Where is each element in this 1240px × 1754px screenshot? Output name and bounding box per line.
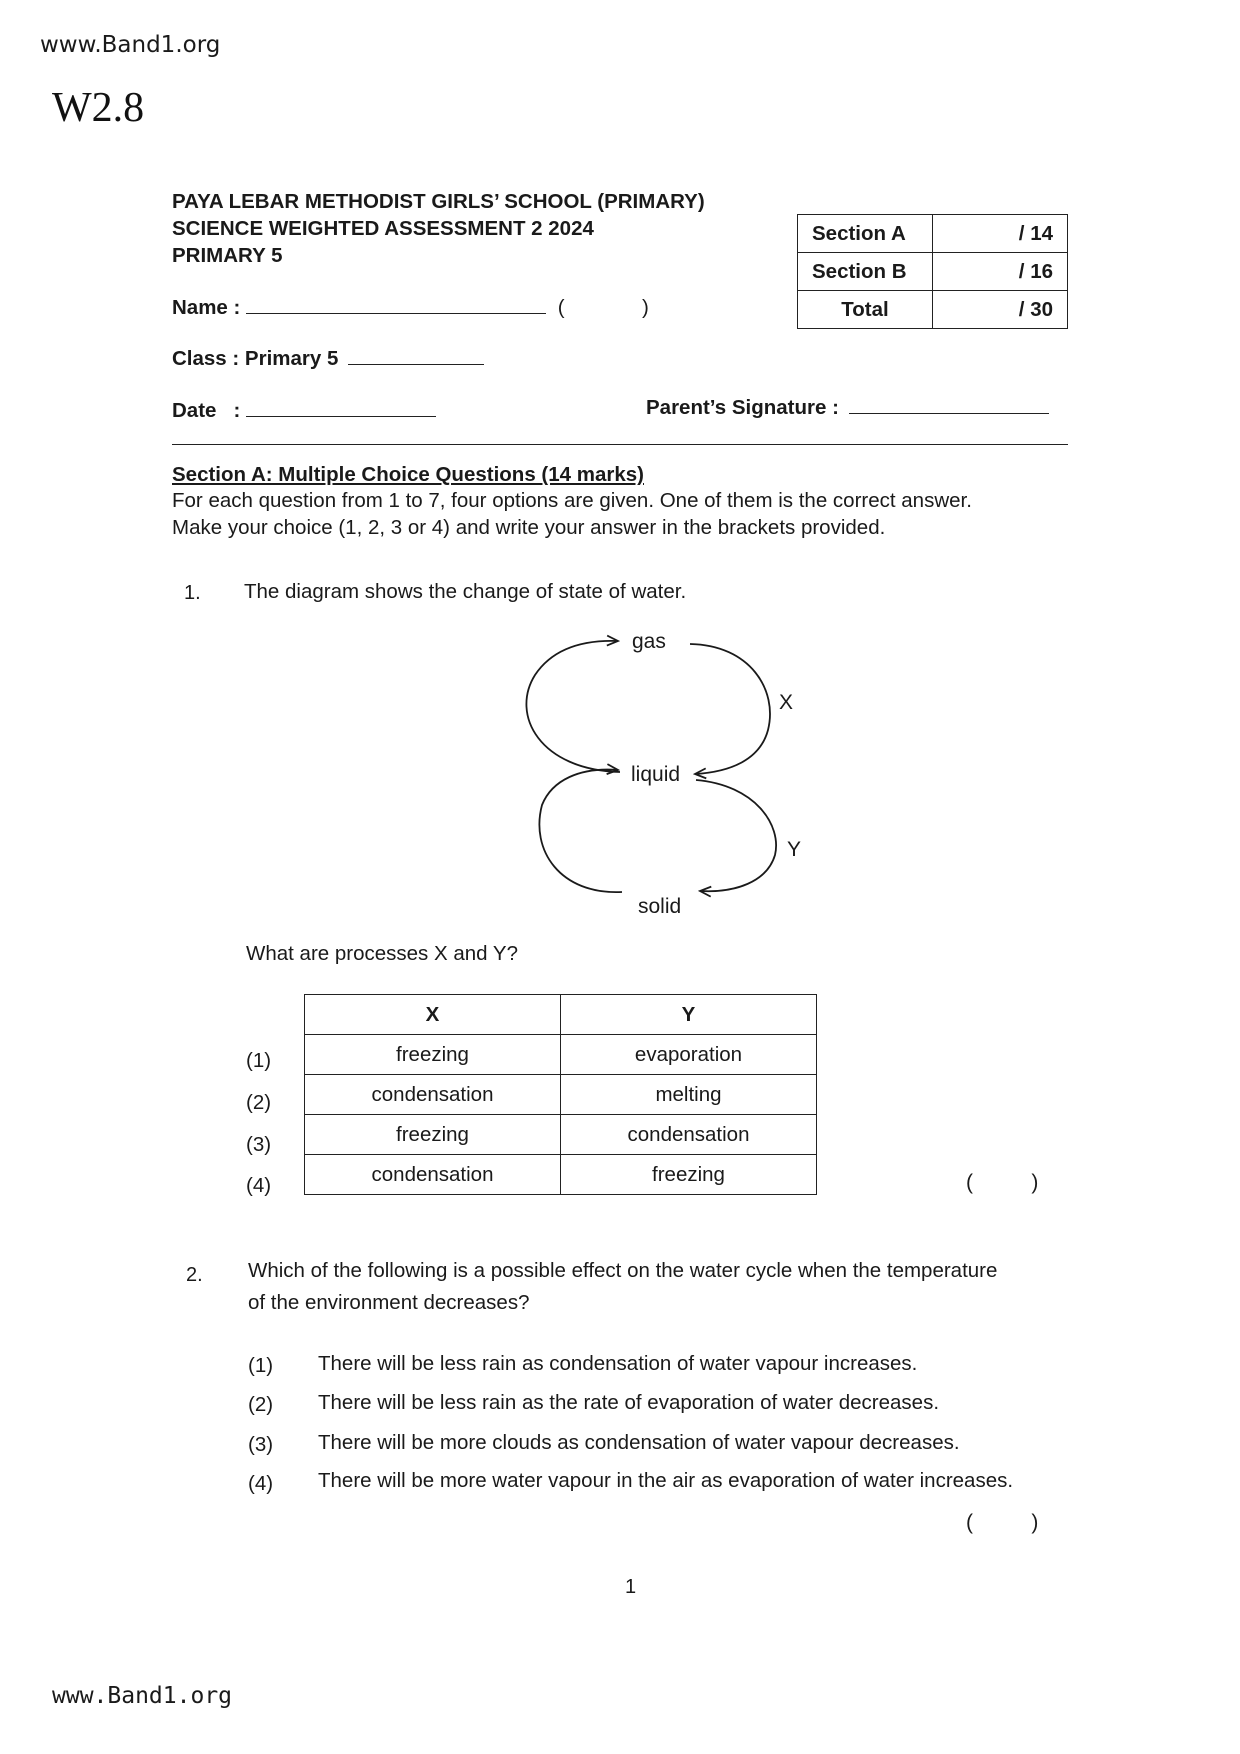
- option-text: There will be less rain as the rate of evaporation of water decreases.: [318, 1391, 940, 1414]
- process-y-arrow: [696, 780, 776, 891]
- option-label: (3): [246, 1133, 272, 1156]
- option-y: freezing: [561, 1155, 817, 1195]
- column-header-y: Y: [561, 995, 817, 1035]
- assessment-title: SCIENCE WEIGHTED ASSESSMENT 2 2024: [172, 217, 594, 240]
- question-1-stem: The diagram shows the change of state of water.: [244, 580, 687, 603]
- table-row: [305, 1155, 817, 1195]
- process-x-label: X: [779, 691, 794, 714]
- class-label: Class : Primary 5: [172, 347, 339, 370]
- marks-label: Section B: [798, 253, 933, 291]
- process-x-arrow: [690, 644, 770, 774]
- column-header-x: X: [305, 995, 561, 1035]
- name-label: Name :: [172, 296, 241, 319]
- class-field[interactable]: [172, 347, 484, 371]
- option-text: There will be more water vapour in the air as evaporation of water increases.: [318, 1469, 1014, 1492]
- table-header-row: [305, 995, 817, 1035]
- marks-table: [797, 214, 1068, 329]
- question-1-number: 1.: [184, 582, 201, 604]
- class-line[interactable]: [348, 350, 484, 365]
- evaporation-arrow: [526, 641, 620, 772]
- question-1-answer-bracket[interactable]: ( ): [966, 1171, 1039, 1194]
- name-line[interactable]: [246, 299, 546, 314]
- option-text: There will be less rain as condensation of water vapour increases.: [318, 1352, 918, 1375]
- question-1-prompt: What are processes X and Y?: [246, 942, 518, 965]
- section-a-title: Section A: Multiple Choice Questions (14 marks): [172, 463, 644, 486]
- signature-line[interactable]: [849, 399, 1049, 414]
- date-field[interactable]: [172, 399, 436, 423]
- header-divider: [172, 444, 1068, 445]
- option-label: (3): [248, 1433, 274, 1456]
- option-label: (4): [248, 1472, 274, 1495]
- table-row: [305, 1075, 817, 1115]
- name-field[interactable]: [172, 296, 649, 320]
- register-paren-open: (: [557, 296, 565, 319]
- marks-row: [798, 291, 1068, 329]
- question-2-stem-line-1: Which of the following is a possible effect on the water cycle when the temperature: [248, 1259, 998, 1282]
- option-label: (4): [246, 1174, 272, 1197]
- page-number: 1: [625, 1576, 637, 1598]
- option-label: (2): [248, 1393, 274, 1416]
- watermark-top: www.Band1.org: [40, 32, 221, 58]
- option-y: melting: [561, 1075, 817, 1115]
- question-2-number: 2.: [186, 1264, 203, 1286]
- instruction-line: For each question from 1 to 7, four options are given. One of them is the correct answer.: [172, 489, 972, 512]
- option-x: condensation: [305, 1075, 561, 1115]
- marks-row: [798, 253, 1068, 291]
- level: PRIMARY 5: [172, 244, 283, 267]
- option-x: condensation: [305, 1155, 561, 1195]
- instruction-line: Make your choice (1, 2, 3 or 4) and write your answer in the brackets provided.: [172, 516, 886, 539]
- date-line[interactable]: [246, 402, 436, 417]
- school-name: PAYA LEBAR METHODIST GIRLS’ SCHOOL (PRIMARY): [172, 190, 705, 213]
- table-row: [305, 1035, 817, 1075]
- process-y-label: Y: [787, 838, 802, 861]
- solid-label: solid: [638, 895, 682, 918]
- watermark-bottom: www.Band1.org: [52, 1683, 233, 1709]
- question-1-options-table: [304, 994, 817, 1195]
- option-label: (1): [246, 1049, 272, 1072]
- option-x: freezing: [305, 1035, 561, 1075]
- school-header: [172, 188, 705, 269]
- section-a-instructions: [172, 487, 972, 541]
- marks-value: / 30: [933, 291, 1068, 329]
- marks-label: Total: [798, 291, 933, 329]
- signature-field[interactable]: [646, 396, 1049, 420]
- marks-label: Section A: [798, 215, 933, 253]
- table-row: [305, 1115, 817, 1155]
- option-label: (2): [246, 1091, 272, 1114]
- option-y: condensation: [561, 1115, 817, 1155]
- marks-value: / 16: [933, 253, 1068, 291]
- change-of-state-diagram: [520, 620, 820, 940]
- melting-arrow: [539, 770, 622, 893]
- liquid-label: liquid: [631, 763, 681, 786]
- option-y: evaporation: [561, 1035, 817, 1075]
- marks-value: / 14: [933, 215, 1068, 253]
- gas-label: gas: [632, 630, 666, 653]
- option-label: (1): [248, 1354, 274, 1377]
- date-label: Date :: [172, 399, 241, 422]
- option-text: There will be more clouds as condensation of water vapour decreases.: [318, 1431, 960, 1454]
- paper-code: W2.8: [52, 85, 145, 131]
- marks-row: [798, 215, 1068, 253]
- register-paren-close: ): [642, 296, 649, 319]
- question-2-answer-bracket[interactable]: ( ): [966, 1511, 1039, 1534]
- option-x: freezing: [305, 1115, 561, 1155]
- question-2-stem-line-2: of the environment decreases?: [248, 1291, 530, 1314]
- signature-label: Parent’s Signature :: [646, 396, 839, 419]
